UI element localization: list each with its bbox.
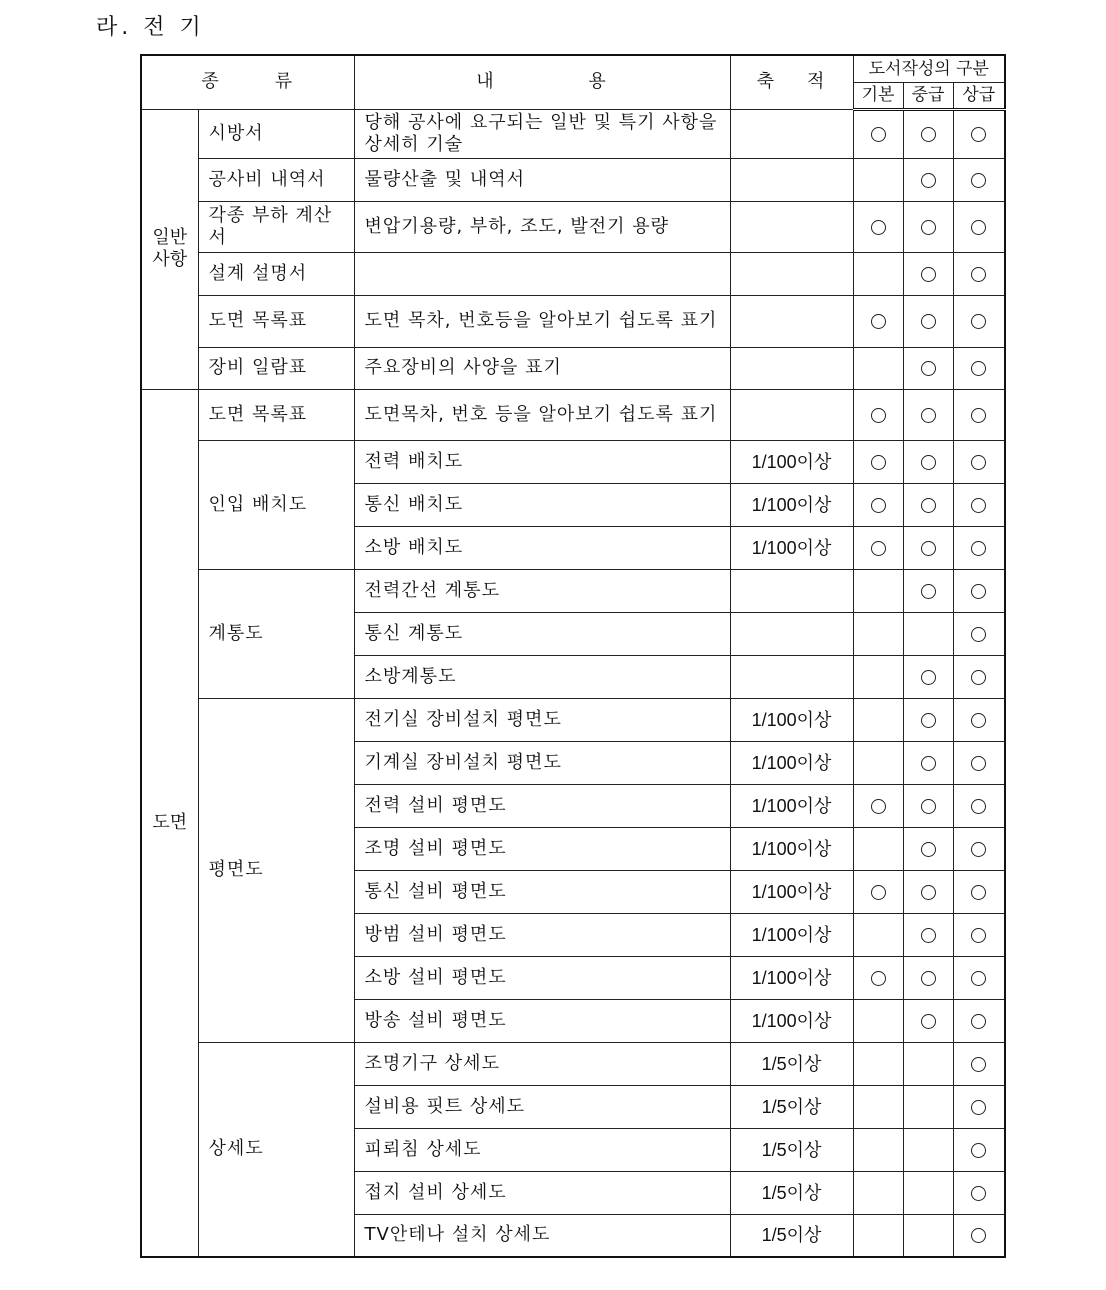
mark-cell-advanced xyxy=(953,741,1005,784)
mark-cell-basic xyxy=(853,956,903,999)
mark-cell-advanced xyxy=(953,698,1005,741)
circle-mark-icon xyxy=(971,498,986,513)
section-title: 라. 전 기 xyxy=(96,15,205,40)
row-content: 조명기구 상세도 xyxy=(354,1042,730,1085)
mark-cell-intermediate xyxy=(903,956,953,999)
row-content: 물량산출 및 내역서 xyxy=(354,158,730,201)
mark-cell-advanced xyxy=(953,526,1005,569)
mark-cell-basic xyxy=(853,569,903,612)
header-grade-basic: 기본 xyxy=(853,82,903,109)
subgroup-label: 상세도 xyxy=(198,1042,354,1257)
mark-cell-intermediate xyxy=(903,827,953,870)
row-scale xyxy=(730,295,853,347)
drawing-spec-table xyxy=(140,54,1006,1258)
row-content: 변압기용량, 부하, 조도, 발전기 용량 xyxy=(354,201,730,252)
mark-cell-intermediate xyxy=(903,1214,953,1257)
mark-cell-advanced xyxy=(953,347,1005,389)
circle-mark-icon xyxy=(971,799,986,814)
mark-cell-basic xyxy=(853,483,903,526)
row-scale: 1/100이상 xyxy=(730,999,853,1042)
table-row xyxy=(141,389,1005,440)
row-content: 접지 설비 상세도 xyxy=(354,1171,730,1214)
header-grade-advanced: 상급 xyxy=(953,82,1005,109)
mark-cell-basic xyxy=(853,109,903,158)
circle-mark-icon xyxy=(971,1186,986,1201)
circle-mark-icon xyxy=(871,408,886,423)
circle-mark-icon xyxy=(921,584,936,599)
mark-cell-intermediate xyxy=(903,347,953,389)
table-row xyxy=(141,252,1005,295)
mark-cell-advanced xyxy=(953,295,1005,347)
mark-cell-advanced xyxy=(953,784,1005,827)
mark-cell-basic xyxy=(853,784,903,827)
mark-cell-advanced xyxy=(953,1128,1005,1171)
row-content: 방송 설비 평면도 xyxy=(354,999,730,1042)
mark-cell-basic xyxy=(853,741,903,784)
mark-cell-intermediate xyxy=(903,440,953,483)
circle-mark-icon xyxy=(971,670,986,685)
mark-cell-intermediate xyxy=(903,526,953,569)
mark-cell-basic xyxy=(853,526,903,569)
mark-cell-basic xyxy=(853,1128,903,1171)
circle-mark-icon xyxy=(921,220,936,235)
mark-cell-advanced xyxy=(953,389,1005,440)
row-content: TV안테나 설치 상세도 xyxy=(354,1214,730,1257)
circle-mark-icon xyxy=(971,1057,986,1072)
row-scale: 1/100이상 xyxy=(730,483,853,526)
row-scale: 1/100이상 xyxy=(730,526,853,569)
circle-mark-icon xyxy=(921,756,936,771)
mark-cell-basic xyxy=(853,295,903,347)
row-scale: 1/100이상 xyxy=(730,956,853,999)
table-row xyxy=(141,698,1005,741)
row-content: 피뢰침 상세도 xyxy=(354,1128,730,1171)
row-content: 전기실 장비설치 평면도 xyxy=(354,698,730,741)
mark-cell-intermediate xyxy=(903,612,953,655)
mark-cell-advanced xyxy=(953,827,1005,870)
circle-mark-icon xyxy=(971,842,986,857)
circle-mark-icon xyxy=(871,799,886,814)
mark-cell-advanced xyxy=(953,655,1005,698)
circle-mark-icon xyxy=(921,885,936,900)
table-row xyxy=(141,158,1005,201)
row-scale: 1/100이상 xyxy=(730,827,853,870)
mark-cell-basic xyxy=(853,252,903,295)
mark-cell-advanced xyxy=(953,999,1005,1042)
row-scale xyxy=(730,109,853,158)
table-row xyxy=(141,569,1005,612)
mark-cell-intermediate xyxy=(903,569,953,612)
circle-mark-icon xyxy=(971,756,986,771)
mark-cell-intermediate xyxy=(903,1128,953,1171)
table-row xyxy=(141,109,1005,158)
subgroup-label: 계통도 xyxy=(198,569,354,698)
row-content: 도면목차, 번호 등을 알아보기 쉽도록 표기 xyxy=(354,389,730,440)
mark-cell-advanced xyxy=(953,158,1005,201)
circle-mark-icon xyxy=(971,267,986,282)
subgroup-label: 평면도 xyxy=(198,698,354,1042)
row-content: 통신 배치도 xyxy=(354,483,730,526)
header-kind: 종 류 xyxy=(141,55,354,109)
row-scale: 1/100이상 xyxy=(730,784,853,827)
mark-cell-basic xyxy=(853,827,903,870)
row-kind: 각종 부하 계산서 xyxy=(198,201,354,252)
row-kind: 도면 목록표 xyxy=(198,389,354,440)
row-scale: 1/5이상 xyxy=(730,1214,853,1257)
circle-mark-icon xyxy=(921,842,936,857)
row-scale xyxy=(730,201,853,252)
circle-mark-icon xyxy=(871,498,886,513)
circle-mark-icon xyxy=(921,455,936,470)
circle-mark-icon xyxy=(971,1014,986,1029)
row-kind: 공사비 내역서 xyxy=(198,158,354,201)
row-content xyxy=(354,252,730,295)
circle-mark-icon xyxy=(971,885,986,900)
header-grade-group: 도서작성의 구분 xyxy=(853,55,1005,82)
circle-mark-icon xyxy=(971,220,986,235)
mark-cell-basic xyxy=(853,158,903,201)
circle-mark-icon xyxy=(971,127,986,142)
mark-cell-advanced xyxy=(953,109,1005,158)
row-content: 설비용 핏트 상세도 xyxy=(354,1085,730,1128)
table-body xyxy=(141,109,1005,1257)
mark-cell-advanced xyxy=(953,612,1005,655)
row-scale: 1/100이상 xyxy=(730,741,853,784)
row-scale xyxy=(730,158,853,201)
mark-cell-basic xyxy=(853,1085,903,1128)
row-scale: 1/5이상 xyxy=(730,1042,853,1085)
mark-cell-advanced xyxy=(953,1085,1005,1128)
header-grade-intermediate: 중급 xyxy=(903,82,953,109)
table-row xyxy=(141,1042,1005,1085)
row-content: 기계실 장비설치 평면도 xyxy=(354,741,730,784)
circle-mark-icon xyxy=(971,584,986,599)
circle-mark-icon xyxy=(971,541,986,556)
mark-cell-intermediate xyxy=(903,295,953,347)
circle-mark-icon xyxy=(921,928,936,943)
table-row xyxy=(141,201,1005,252)
row-content: 전력 설비 평면도 xyxy=(354,784,730,827)
mark-cell-intermediate xyxy=(903,784,953,827)
mark-cell-basic xyxy=(853,870,903,913)
mark-cell-advanced xyxy=(953,1042,1005,1085)
circle-mark-icon xyxy=(921,267,936,282)
circle-mark-icon xyxy=(971,971,986,986)
row-content: 도면 목차, 번호등을 알아보기 쉽도록 표기 xyxy=(354,295,730,347)
mark-cell-advanced xyxy=(953,201,1005,252)
mark-cell-advanced xyxy=(953,870,1005,913)
circle-mark-icon xyxy=(871,314,886,329)
circle-mark-icon xyxy=(971,1228,986,1243)
mark-cell-intermediate xyxy=(903,741,953,784)
table-row xyxy=(141,295,1005,347)
mark-cell-basic xyxy=(853,999,903,1042)
row-scale xyxy=(730,389,853,440)
row-scale: 1/100이상 xyxy=(730,913,853,956)
circle-mark-icon xyxy=(871,455,886,470)
mark-cell-advanced xyxy=(953,913,1005,956)
row-content: 당해 공사에 요구되는 일반 및 특기 사항을 상세히 기술 xyxy=(354,109,730,158)
circle-mark-icon xyxy=(971,1100,986,1115)
circle-mark-icon xyxy=(921,670,936,685)
circle-mark-icon xyxy=(921,971,936,986)
mark-cell-intermediate xyxy=(903,655,953,698)
mark-cell-intermediate xyxy=(903,870,953,913)
row-content: 방범 설비 평면도 xyxy=(354,913,730,956)
table-row xyxy=(141,440,1005,483)
row-scale: 1/5이상 xyxy=(730,1171,853,1214)
mark-cell-basic xyxy=(853,655,903,698)
group-label: 일반 사항 xyxy=(141,109,198,389)
row-scale: 1/100이상 xyxy=(730,698,853,741)
mark-cell-intermediate xyxy=(903,252,953,295)
mark-cell-intermediate xyxy=(903,389,953,440)
circle-mark-icon xyxy=(921,713,936,728)
circle-mark-icon xyxy=(971,1143,986,1158)
row-scale: 1/5이상 xyxy=(730,1128,853,1171)
table-header xyxy=(141,55,1005,109)
row-content: 소방 설비 평면도 xyxy=(354,956,730,999)
circle-mark-icon xyxy=(921,541,936,556)
mark-cell-basic xyxy=(853,913,903,956)
circle-mark-icon xyxy=(921,361,936,376)
mark-cell-basic xyxy=(853,698,903,741)
mark-cell-intermediate xyxy=(903,913,953,956)
subgroup-label: 인입 배치도 xyxy=(198,440,354,569)
mark-cell-basic xyxy=(853,1214,903,1257)
circle-mark-icon xyxy=(971,455,986,470)
row-content: 주요장비의 사양을 표기 xyxy=(354,347,730,389)
row-content: 전력간선 계통도 xyxy=(354,569,730,612)
row-content: 통신 계통도 xyxy=(354,612,730,655)
circle-mark-icon xyxy=(921,314,936,329)
mark-cell-intermediate xyxy=(903,109,953,158)
circle-mark-icon xyxy=(921,1014,936,1029)
circle-mark-icon xyxy=(971,408,986,423)
row-content: 전력 배치도 xyxy=(354,440,730,483)
mark-cell-advanced xyxy=(953,252,1005,295)
circle-mark-icon xyxy=(921,799,936,814)
row-content: 소방계통도 xyxy=(354,655,730,698)
row-scale xyxy=(730,347,853,389)
row-scale xyxy=(730,655,853,698)
row-scale xyxy=(730,252,853,295)
mark-cell-intermediate xyxy=(903,1085,953,1128)
row-scale xyxy=(730,569,853,612)
mark-cell-intermediate xyxy=(903,999,953,1042)
mark-cell-intermediate xyxy=(903,483,953,526)
circle-mark-icon xyxy=(971,314,986,329)
mark-cell-advanced xyxy=(953,1171,1005,1214)
mark-cell-intermediate xyxy=(903,1171,953,1214)
header-scale: 축 적 xyxy=(730,55,853,109)
circle-mark-icon xyxy=(921,408,936,423)
mark-cell-basic xyxy=(853,1042,903,1085)
mark-cell-advanced xyxy=(953,483,1005,526)
mark-cell-basic xyxy=(853,612,903,655)
mark-cell-basic xyxy=(853,440,903,483)
row-scale: 1/100이상 xyxy=(730,870,853,913)
circle-mark-icon xyxy=(871,220,886,235)
mark-cell-basic xyxy=(853,1171,903,1214)
group-label: 도면 xyxy=(141,389,198,1257)
row-content: 조명 설비 평면도 xyxy=(354,827,730,870)
mark-cell-advanced xyxy=(953,569,1005,612)
mark-cell-intermediate xyxy=(903,1042,953,1085)
circle-mark-icon xyxy=(971,627,986,642)
row-scale: 1/100이상 xyxy=(730,440,853,483)
mark-cell-advanced xyxy=(953,440,1005,483)
row-content: 통신 설비 평면도 xyxy=(354,870,730,913)
row-kind: 도면 목록표 xyxy=(198,295,354,347)
circle-mark-icon xyxy=(871,971,886,986)
table-row xyxy=(141,347,1005,389)
mark-cell-advanced xyxy=(953,1214,1005,1257)
circle-mark-icon xyxy=(971,928,986,943)
mark-cell-intermediate xyxy=(903,158,953,201)
circle-mark-icon xyxy=(871,885,886,900)
row-kind: 설계 설명서 xyxy=(198,252,354,295)
circle-mark-icon xyxy=(871,541,886,556)
mark-cell-advanced xyxy=(953,956,1005,999)
circle-mark-icon xyxy=(921,173,936,188)
mark-cell-basic xyxy=(853,347,903,389)
circle-mark-icon xyxy=(971,361,986,376)
row-scale xyxy=(730,612,853,655)
circle-mark-icon xyxy=(871,127,886,142)
row-scale: 1/5이상 xyxy=(730,1085,853,1128)
mark-cell-intermediate xyxy=(903,201,953,252)
row-kind: 장비 일람표 xyxy=(198,347,354,389)
circle-mark-icon xyxy=(921,498,936,513)
mark-cell-basic xyxy=(853,389,903,440)
row-kind: 시방서 xyxy=(198,109,354,158)
header-content: 내 용 xyxy=(354,55,730,109)
mark-cell-basic xyxy=(853,201,903,252)
circle-mark-icon xyxy=(921,127,936,142)
mark-cell-intermediate xyxy=(903,698,953,741)
circle-mark-icon xyxy=(971,713,986,728)
row-content: 소방 배치도 xyxy=(354,526,730,569)
circle-mark-icon xyxy=(971,173,986,188)
